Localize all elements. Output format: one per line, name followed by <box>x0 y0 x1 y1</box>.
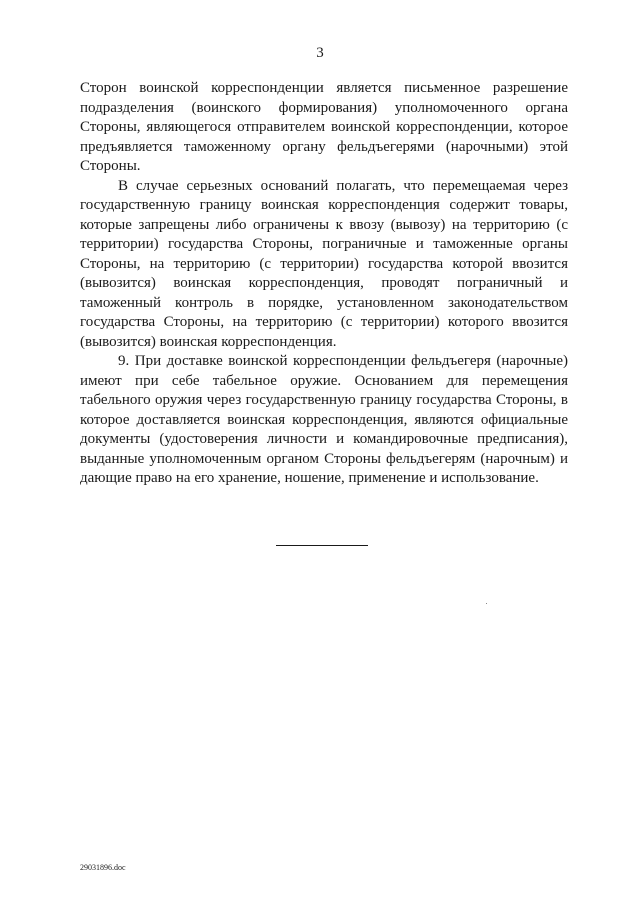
end-separator-line <box>276 545 368 546</box>
page-number: 3 <box>316 45 324 61</box>
body-text <box>80 79 568 489</box>
paragraph-continuation: Сторон воинской корреспонденции является письменное разрешение подразделения (воинского формирования) уполномоченного органа Стороны, являющегося отправителем воинской корреспонденции, которое предъявляется таможенному органу фельдъегерями (нарочными) этой Стороны. <box>80 80 568 174</box>
footer-filename: 29031896.doc <box>80 863 126 872</box>
paragraph-border-control: В случае серьезных оснований полагать, что перемещаемая через государственную границу воинская корреспонденция содержит товары, которые запрещены либо ограничены к ввозу (вывозу) на территорию (с территории) государства Стороны, пограничные и таможенные органы Стороны, на территорию (с территории) государства которой ввозится (вывозится) воинская корреспонденция, проводят пограничный и таможенный контроль в порядке, установленном законодательством государства Стороны, на территорию (с территории) которого ввозится (вывозится) воинская корреспонденция. <box>80 177 568 350</box>
paragraph-item-9: 9. При доставке воинской корреспонденции фельдъегеря (нарочные) имеют при себе табельное оружие. Основанием для перемещения табельного оружия через государственную границу государства Стороны, в которое доставляется воинская корреспонденция, являются официальные документы (удостоверения личности и командировочные предписания), выданные уполномоченным органом Стороны фельдъегерям (нарочным) и дающие право на его хранение, ношение, применение и использование. <box>80 353 568 486</box>
scan-speck <box>486 603 487 604</box>
